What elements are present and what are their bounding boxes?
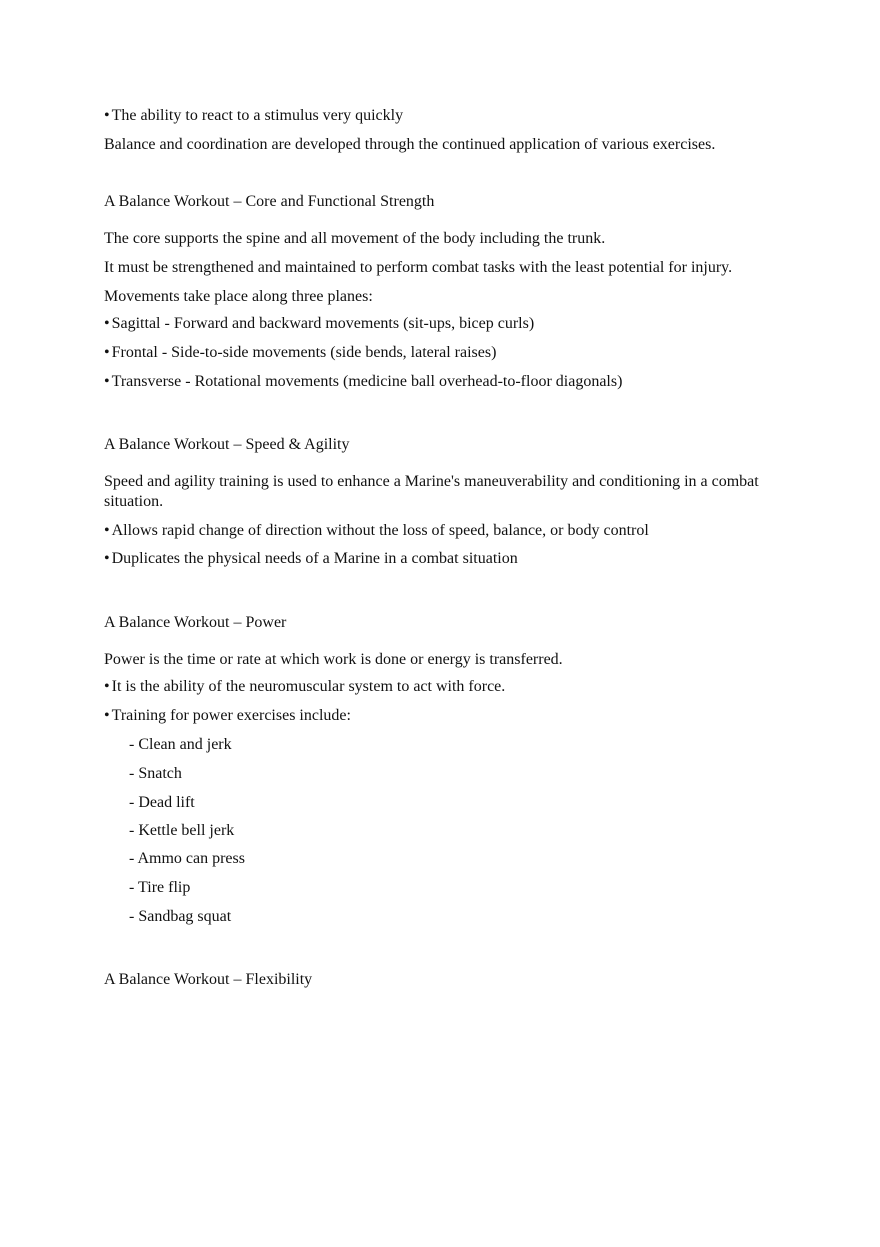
power-paragraph-1: Power is the time or rate at which work is done or energy is transferred. xyxy=(104,651,563,668)
balance-paragraph: Balance and coordination are developed through the continued application of various exercises. xyxy=(104,136,716,153)
heading-core-strength: A Balance Workout – Core and Functional Strength xyxy=(104,193,435,210)
bullet-react-stimulus: • The ability to react to a stimulus very quickly xyxy=(104,106,774,126)
heading-speed-agility: A Balance Workout – Speed & Agility xyxy=(104,436,350,453)
core-paragraph-2: It must be strengthened and maintained to perform combat tasks with the least potential for injury. xyxy=(104,259,733,276)
bullet-duplicates-needs: • Duplicates the physical needs of a Marine in a combat situation xyxy=(104,549,774,569)
core-paragraph-3: Movements take place along three planes: xyxy=(104,288,373,305)
speed-paragraph-1: Speed and agility training is used to enhance a Marine's maneuverability and conditioning in a combat situation. xyxy=(104,473,759,510)
bullet-transverse: • Transverse - Rotational movements (medicine ball overhead-to-floor diagonals) xyxy=(104,372,774,392)
bullet-sagittal: • Sagittal - Forward and backward movements (sit-ups, bicep curls) xyxy=(104,314,774,334)
bullet-frontal: • Frontal - Side-to-side movements (side bends, lateral raises) xyxy=(104,343,774,363)
exercise-kettle-bell-jerk: - Kettle bell jerk xyxy=(129,822,235,839)
exercise-ammo-can-press: - Ammo can press xyxy=(129,850,245,867)
exercise-sandbag-squat: - Sandbag squat xyxy=(129,908,232,925)
heading-flexibility: A Balance Workout – Flexibility xyxy=(104,971,313,988)
exercise-dead-lift: - Dead lift xyxy=(129,794,195,811)
core-paragraph-1: The core supports the spine and all movement of the body including the trunk. xyxy=(104,230,606,247)
document-page xyxy=(104,106,774,990)
exercise-clean-and-jerk: - Clean and jerk xyxy=(129,736,232,753)
bullet-neuromuscular: • It is the ability of the neuromuscular system to act with force. xyxy=(104,677,774,697)
exercise-tire-flip: - Tire flip xyxy=(129,879,191,896)
exercise-snatch: - Snatch xyxy=(129,765,182,782)
bullet-training-power: • Training for power exercises include: xyxy=(104,706,774,726)
heading-power: A Balance Workout – Power xyxy=(104,614,287,631)
bullet-rapid-change: • Allows rapid change of direction without the loss of speed, balance, or body control xyxy=(104,521,774,541)
